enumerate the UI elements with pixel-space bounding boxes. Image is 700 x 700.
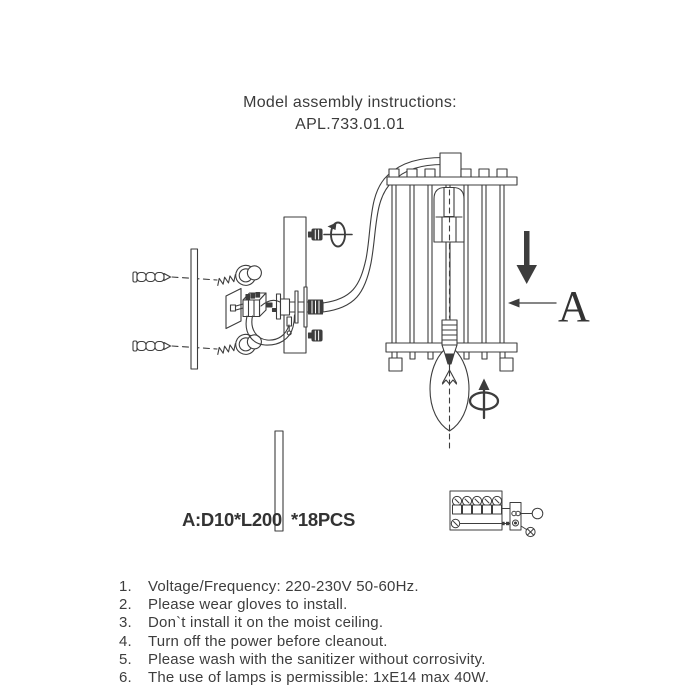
- instruction-number: 2.: [119, 596, 132, 614]
- set-screw-top: [309, 229, 323, 240]
- instruction-number: 6.: [119, 669, 132, 687]
- instruction-text: Please wash with the sanitizer without corrosivity.: [148, 650, 486, 668]
- wall-anchor-bottom: [133, 341, 171, 351]
- bulb-cap: [442, 320, 457, 354]
- down-arrow: [517, 231, 538, 284]
- instruction-text: Please wear gloves to install.: [148, 596, 348, 614]
- rotate-bulb-icon: [470, 379, 498, 419]
- live-wire-end: [532, 508, 543, 519]
- mounting-screw-top: [215, 262, 264, 292]
- part-a-spec: A:D10*L200: [182, 509, 282, 530]
- instructions-list: [119, 578, 489, 687]
- detail-a-label: A: [558, 282, 590, 331]
- lamp-stem: [440, 153, 461, 178]
- instruction-item: [119, 669, 489, 687]
- instruction-text: Turn off the power before cleanout.: [148, 632, 388, 650]
- instruction-item: [119, 596, 489, 614]
- rotate-screw-icon: [324, 223, 352, 247]
- instruction-item: [119, 651, 489, 669]
- instruction-number: 5.: [119, 650, 132, 668]
- instruction-number: 1.: [119, 578, 132, 595]
- instruction-text: The use of lamps is permissible: 1xE14 max 40W.: [148, 669, 490, 687]
- wall-plate: [226, 289, 241, 329]
- instruction-item: [119, 578, 489, 596]
- instruction-text: Don`t install it on the moist ceiling.: [148, 614, 384, 632]
- part-a-qty: *18PCS: [291, 509, 356, 530]
- terminal-screws: [452, 496, 501, 514]
- wall-anchor-top: [133, 272, 171, 282]
- page-title: Model assembly instructions:: [243, 94, 457, 111]
- terminal-box: [243, 293, 277, 317]
- wiring-diagram: [450, 491, 543, 537]
- instruction-text: Voltage/Frequency: 220-230V 50-60Hz.: [148, 578, 419, 595]
- set-screw-bottom: [309, 330, 323, 341]
- instruction-number: 3.: [119, 614, 132, 632]
- connector-block: [510, 503, 521, 531]
- instruction-item: [119, 633, 489, 651]
- lamp-socket: [434, 188, 464, 243]
- part-a-key: [182, 431, 355, 531]
- threaded-nipple: [309, 300, 323, 314]
- instruction-item: [119, 614, 489, 632]
- mounting-screw-bottom: [215, 331, 264, 361]
- ground-wire-end: [526, 527, 535, 536]
- ground-screw: [451, 519, 459, 527]
- model-number: APL.733.01.01: [295, 116, 405, 133]
- instruction-number: 4.: [119, 632, 132, 650]
- detail-a-callout: [508, 282, 590, 331]
- wall-plank: [191, 249, 198, 369]
